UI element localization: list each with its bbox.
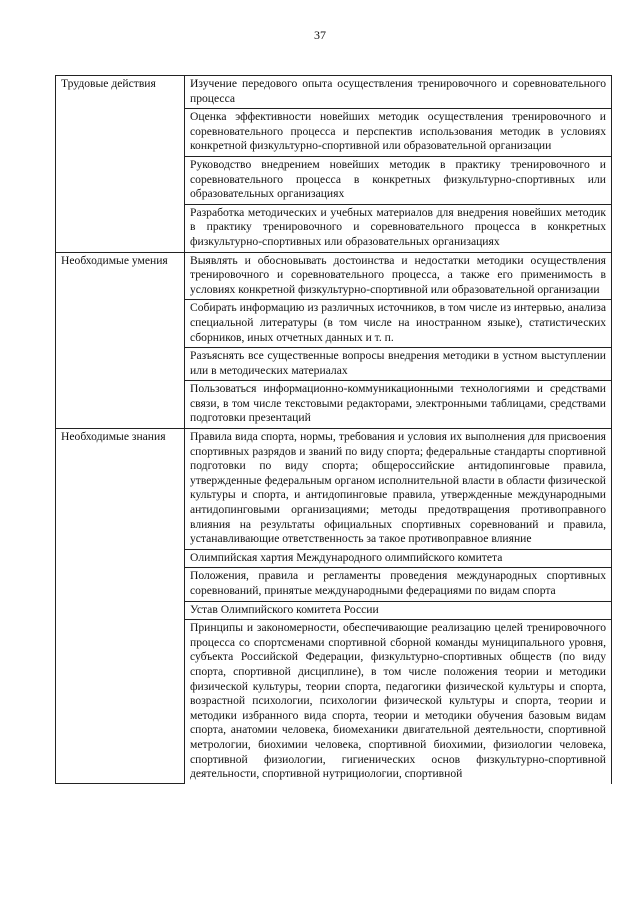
skill-item: Собирать информацию из различных источников, в том числе из интервью, анализа специальной литературы (в том числе на иностранном языке), статистических сборников, иных отчетных данных и т. п. (185, 300, 612, 348)
labor-action-item: Руководство внедрением новейших методик в практику тренировочного и соревновательного процесса в конкретных физкультурно-спортивных или образовательных организациях (185, 156, 612, 204)
skill-item: Пользоваться информационно-коммуникационными технологиями и средствами связи, в том числе текстовыми редакторами, электронными таблицами, средствами подготовки презентаций (185, 381, 612, 429)
knowledge-item: Положения, правила и регламенты проведения международных спортивных соревнований, принятые международными федерациями по видам спорта (185, 568, 612, 601)
competency-table (55, 75, 612, 784)
knowledge-item: Устав Олимпийского комитета России (185, 601, 612, 620)
section-label-required-knowledge: Необходимые знания (56, 429, 185, 784)
knowledge-item: Правила вида спорта, нормы, требования и условия их выполнения для присвоения спортивных разрядов и званий по виду спорта; федеральные стандарты спортивной подготовки по виду спорта; общероссийские антидопинговые правила, утвержденные федеральным органом исполнительной власти в области физической культуры и спорта, и антидопинговые правила, утвержденные международными антидопинговыми организациями; методы предотвращения противоправного влияния на результаты официальных спортивных соревнований и правила, устанавливающие ответственность за такое противоправное влияние (185, 429, 612, 550)
table-row (56, 429, 612, 550)
section-label-labor-actions: Трудовые действия (56, 76, 185, 253)
table-row (56, 76, 612, 109)
labor-action-item: Разработка методических и учебных материалов для внедрения новейших методик в практику тренировочного и соревновательного процесса в конкретных физкультурно-спортивных или образовательных организациях (185, 204, 612, 252)
page-number: 37 (314, 28, 326, 42)
skill-item: Разъяснять все существенные вопросы внедрения методики в устном выступлении или в методических материалах (185, 348, 612, 381)
skill-item: Выявлять и обосновывать достоинства и недостатки методики осуществления тренировочного и соревновательного процесса, а также его применимость в условиях конкретной физкультурно-спортивной или образовательной организации (185, 252, 612, 300)
knowledge-item: Олимпийская хартия Международного олимпийского комитета (185, 549, 612, 568)
knowledge-item: Принципы и закономерности, обеспечивающие реализацию целей тренировочного процесса со спортсменами спортивной сборной команды муниципального уровня, субъекта Российской Федерации, физкультурно-спортивных обществ (по виду спорта, спортивной дисциплине), в том числе положения теории и методики физической культуры, теории спорта, педагогики физической культуры и спорта, возрастной психологии, психологии физической культуры и спорта, теории и методики избранного вида спорта, теории и методики обучения базовым видам спорта, анатомии человека, биомеханики двигательной деятельности, спортивной метрологии, биохимии человека, спортивной биохимии, физиологии человека, спортивной физиологии, гигиенических основ физкультурно-спортивной деятельности, спортивной нутрициологии, спортивной (185, 620, 612, 784)
section-label-required-skills: Необходимые умения (56, 252, 185, 429)
labor-action-item: Оценка эффективности новейших методик осуществления тренировочного и соревновательного процесса и перспектив использования методик в условиях конкретной физкультурно-спортивной или образовательной организации (185, 109, 612, 157)
table-row (56, 252, 612, 300)
labor-action-item: Изучение передового опыта осуществления тренировочного и соревновательного процесса (185, 76, 612, 109)
